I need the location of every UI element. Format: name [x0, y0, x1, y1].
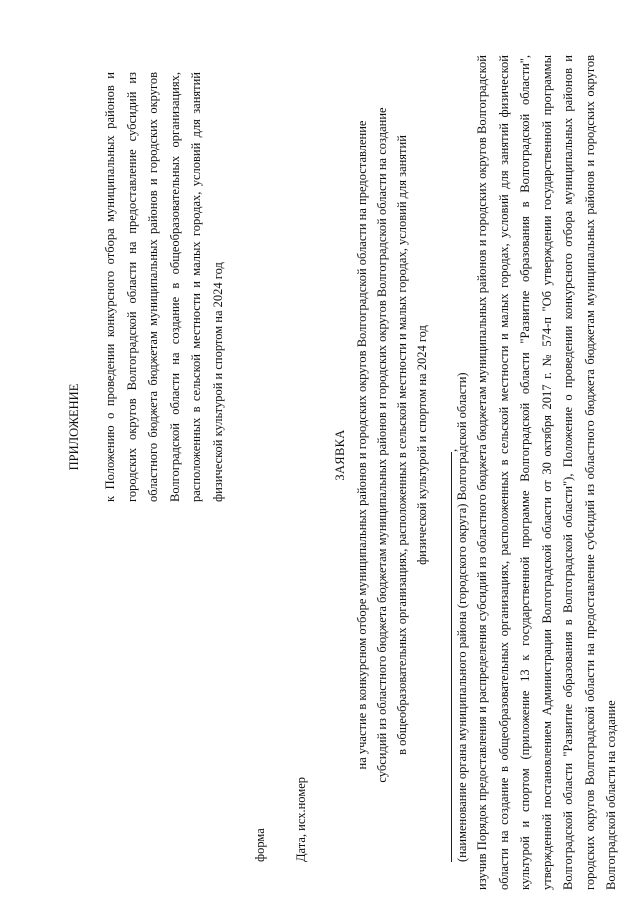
application-title: ЗАЯВКА — [333, 429, 347, 481]
date-number-label: Дата, исх.номер — [294, 776, 308, 862]
form-label: форма — [253, 828, 267, 862]
application-purpose: на участие в конкурсном отборе муниципальных районов и городских округов Волгоградской области на предоставление субсидий из областного бюджета бюджетам муниципальных районов и городских округов Волгоградской области на создание в общеобразовательных организациях, расположенных в сельской местности и малых городах, условий для занятий физической культурой и спортом на 2024 год — [355, 107, 429, 783]
appendix-reference: к Положению о проведении конкурсного отбора муниципальных районов и городских округов Волгоградской области на предоставление субсидий из областного бюджета бюджетам муниципальных районов и городских округов Волгоградской области на создание в общеобразовательных организациях, расположенных в сельской местности и малых городах, условий для занятий физической культурой и спортом на 2024 год — [103, 72, 225, 502]
application-body-text: изучив Порядок предоставления и распределения субсидий из областного бюджета бюджетам муниципальных районов и городских округов Волгоградской области на создание в общеобразовательных организациях, расположенных в сельской местности и малых городах, условий для занятий физической культурой и спортом (приложение 13 к государственной программе Волгоградской области "Развитие образования в Волгоградской области", утвержденной постановлением Администрации Волгоградской области от 30 октября 2017 г. № 574-п "Об утверждении государственной программы Волгоградской области "Развитие образования в Волгоградской области"), Положение о проведении конкурсного отбора муниципальных районов и городских округов Волгоградской области на предоставление субсидий из областного бюджета бюджетам муниципальных районов и городских округов Волгоградской области на создание — [475, 55, 618, 890]
organization-line-comma: , — [445, 448, 459, 452]
organization-field-caption: (наименование органа муниципального района (городского округа) Волгоградской области) — [455, 372, 469, 862]
appendix-title: ПРИЛОЖЕНИЕ — [67, 383, 81, 471]
